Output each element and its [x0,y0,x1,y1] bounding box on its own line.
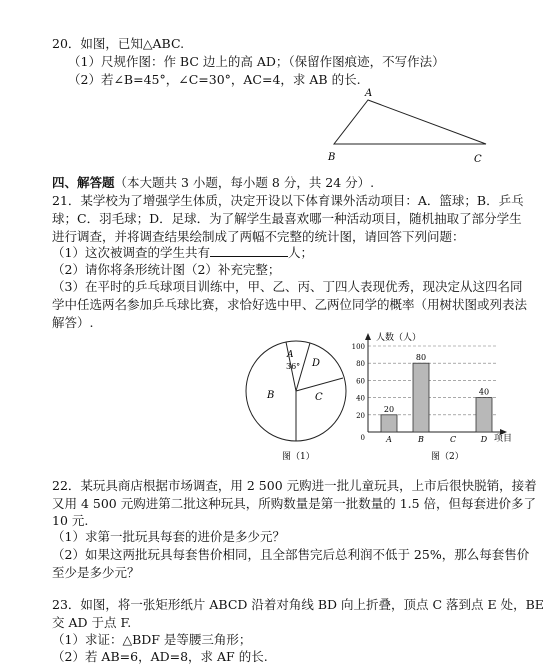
bar-chart-figure [346,328,531,464]
pie-chart-figure [240,334,355,464]
q21-line-2: 球；C．羽毛球；D．足球．为了解学生最喜欢哪一种活动项目，随机抽取了部分学生 [52,211,522,226]
q21-part3-line-1: （3）在平时的乒乓球项目训练中，甲、乙、丙、丁四人表现优秀，现决定从这四名同 [52,279,523,294]
bar-y-arrow [365,333,371,340]
bar-marks [381,353,492,432]
q22-line-1: 22．某玩具商店根据市场调查，用 2 500 元购进一批儿童玩具，上市后很快脱销，接着 [52,478,537,493]
q22-part2-line-1: （2）如果这两批玩具每套售价相同，且全部售完后总利润不低于 25%，那么每套售价 [52,547,530,562]
bar-ytick-label: 0 [360,434,365,442]
bar-category-label: D [480,435,488,444]
bar-category-label: A [386,435,392,444]
q23-part1: （1）求证：△BDF 是等腰三角形； [52,632,252,647]
q20-part1: （1）尺规作图：作 BC 边上的高 AD；（保留作图痕迹，不写作法） [68,54,445,69]
vertex-a-label: A [365,88,373,99]
bar-b [413,363,429,432]
q22-line-2: 又用 4 500 元购进第二批这种玩具，所购数量是第一批数量的 1.5 倍，但每套进价多了 [52,496,537,511]
pie-label-b: B [267,390,275,401]
bar-ylabel: 人数（人） [376,333,422,343]
bar-d [476,398,492,432]
q23-line-2: 交 AD 于点 F. [52,615,132,630]
bar-ytick-label: 40 [356,394,365,403]
q22-line-3: 10 元. [52,513,89,528]
vertex-b-label: B [328,152,336,163]
q21-line-3: 进行调查，并将调查结果绘制成了两幅不完整的统计图，请回答下列问题： [52,229,465,244]
bar-data-label: 40 [478,387,490,397]
section-heading [52,175,374,191]
q21-part3-line-3: 解答）. [52,315,94,330]
q21-part1-prefix: （1）这次被调查的学生共有 [52,245,210,260]
bar-category-label: C [449,435,457,444]
q21-part3-line-2: 学中任选两名参加乒乓球比赛，求恰好选中甲、乙两位同学的概率（用树状图或列表法 [52,297,528,312]
answer-blank [210,245,288,257]
q20-title: 20．如图，已知△ABC. [52,36,185,51]
q21-line-1: 21．某学校为了增强学生体质，决定开设以下体育课外活动项目：A．篮球；B．乒乓 [52,193,524,208]
vertex-c-label: C [474,154,482,165]
bar-xlabel: 项目 [494,434,513,444]
q22-part2-line-2: 至少是多少元？ [52,565,140,580]
bar-ytick-label: 60 [356,377,365,386]
section-title: 四、解答题 [52,175,115,190]
q21-part1 [52,245,313,261]
pie-label-d: D [312,358,321,369]
bar-ytick-label: 100 [351,343,365,351]
bar-data-label: 80 [415,353,427,363]
q23-part2: （2）若 AB=6，AD=8，求 AF 的长. [52,649,268,664]
pie-caption: 图（1） [282,452,315,462]
pie-angle-label: 36° [286,362,301,371]
pie-line-d-c [296,378,343,391]
bar-ytick-label: 20 [356,411,365,420]
bar-caption: 图（2） [431,452,464,462]
triangle-figure [320,84,500,170]
pie-label-c: C [315,392,323,403]
q23-line-1: 23．如图，将一张矩形纸片 ABCD 沿着对角线 BD 向上折叠，顶点 C 落到点 E 处，BE [52,597,544,612]
q22-part1: （1）求第一批玩具每套的进价是多少元？ [52,529,285,544]
q20-part2: （2）若∠B=45°，∠C=30°，AC=4，求 AB 的长. [68,72,361,87]
q21-part2: （2）请你将条形统计图（2）补充完整； [52,262,281,277]
pie-label-a: A [287,350,294,360]
bar-ytick-label: 80 [356,360,365,369]
section-note: （本大题共 3 小题，每小题 8 分，共 24 分）. [114,175,375,190]
bar-a [381,415,397,432]
bar-category-label: B [418,435,424,444]
triangle-abc [334,100,486,144]
bar-data-label: 20 [383,404,395,414]
q21-part1-suffix: 人； [287,245,313,260]
